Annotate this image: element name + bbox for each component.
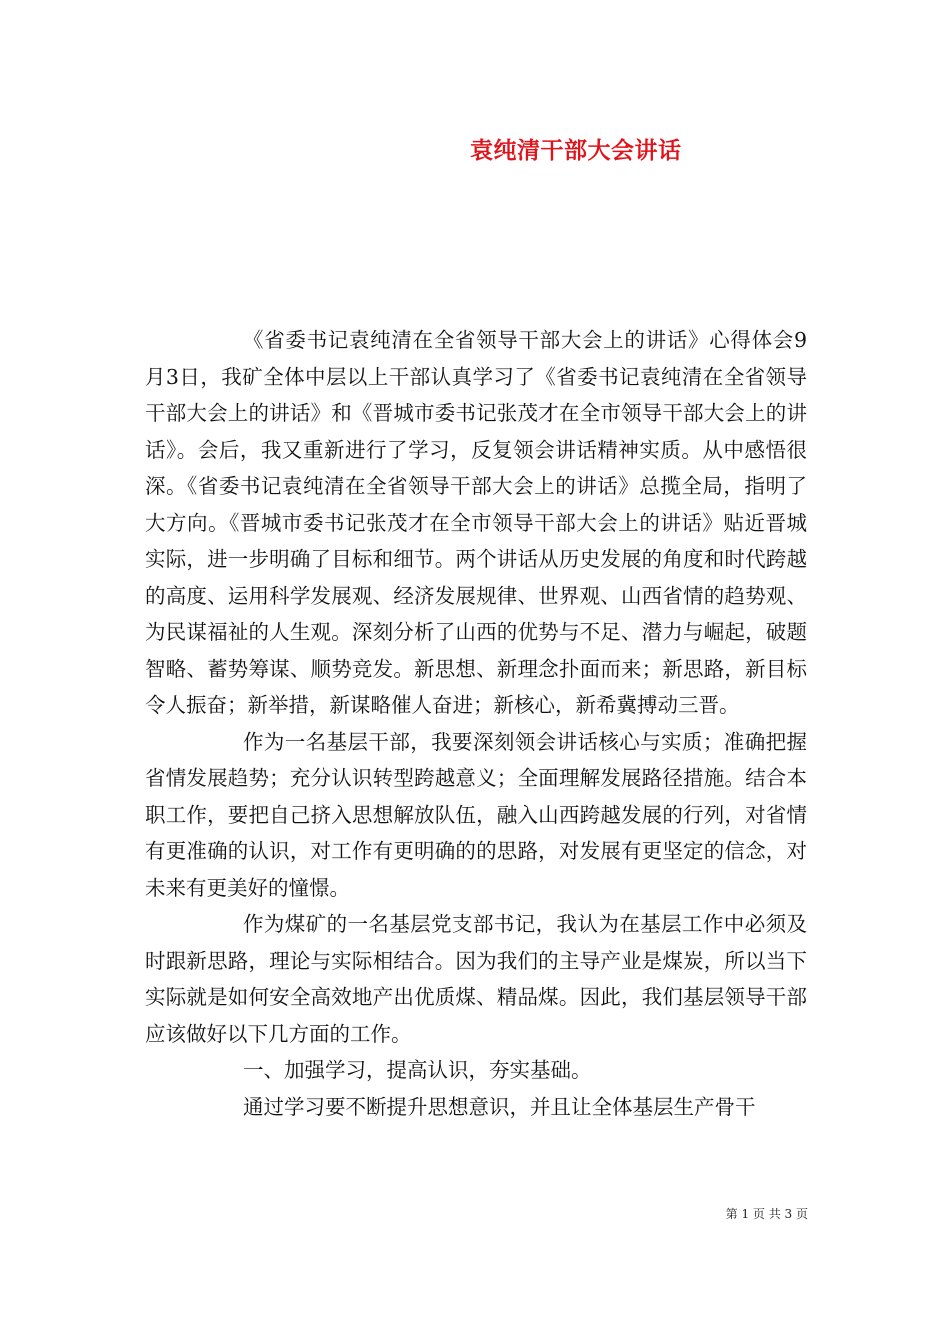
paragraph-3: 作为煤矿的一名基层党支部书记，我认为在基层工作中必须及时跟新思路，理论与实际相结合。因为我们的主导产业是煤炭，所以当下实际就是如何安全高效地产出优质煤、精品煤。因此，我们基层领导干部应该做好以下几方面的工作。 (145, 912, 807, 1046)
paragraph-2: 作为一名基层干部，我要深刻领会讲话核心与实质；准确把握省情发展趋势；充分认识转型跨越意义；全面理解发展路径措施。结合本职工作，要把自己挤入思想解放队伍，融入山西跨越发展的行列，对省情有更准确的认识，对工作有更明确的的思路，对发展有更坚定的信念，对未来有更美好的憧憬。 (145, 729, 807, 900)
page-number: 第 1 页 共 3 页 (725, 1207, 808, 1221)
paragraph-4: 通过学习要不断提升思想意识，并且让全体基层生产骨干 (243, 1094, 756, 1119)
section-heading-1: 一、加强学习，提高认识，夯实基础。 (243, 1058, 592, 1082)
document-title: 袁纯清干部大会讲话 (470, 137, 682, 164)
document-body (145, 322, 807, 1125)
paragraph-1: 《省委书记袁纯清在全省领导干部大会上的讲话》心得体会9月3日，我矿全体中层以上干部认真学习了《省委书记袁纯清在全省领导干部大会上的讲话》和《晋城市委书记张茂才在全市领导干部大会上的讲话》。会后，我又重新进行了学习，反复领会讲话精神实质。从中感悟很深。《省委书记袁纯清在全省领导干部大会上的讲话》总揽全局，指明了大方向。《晋城市委书记张茂才在全市领导干部大会上的讲话》贴近晋城实际，进一步明确了目标和细节。两个讲话从历史发展的角度和时代跨越的高度、运用科学发展观、经济发展规律、世界观、山西省情的趋势观、为民谋福祉的人生观。深刻分析了山西的优势与不足、潜力与崛起，破题智略、蓄势筹谋、顺势竞发。新思想、新理念扑面而来；新思路，新目标令人振奋；新举措，新谋略催人奋进；新核心，新希冀搏动三晋。 (145, 328, 807, 717)
